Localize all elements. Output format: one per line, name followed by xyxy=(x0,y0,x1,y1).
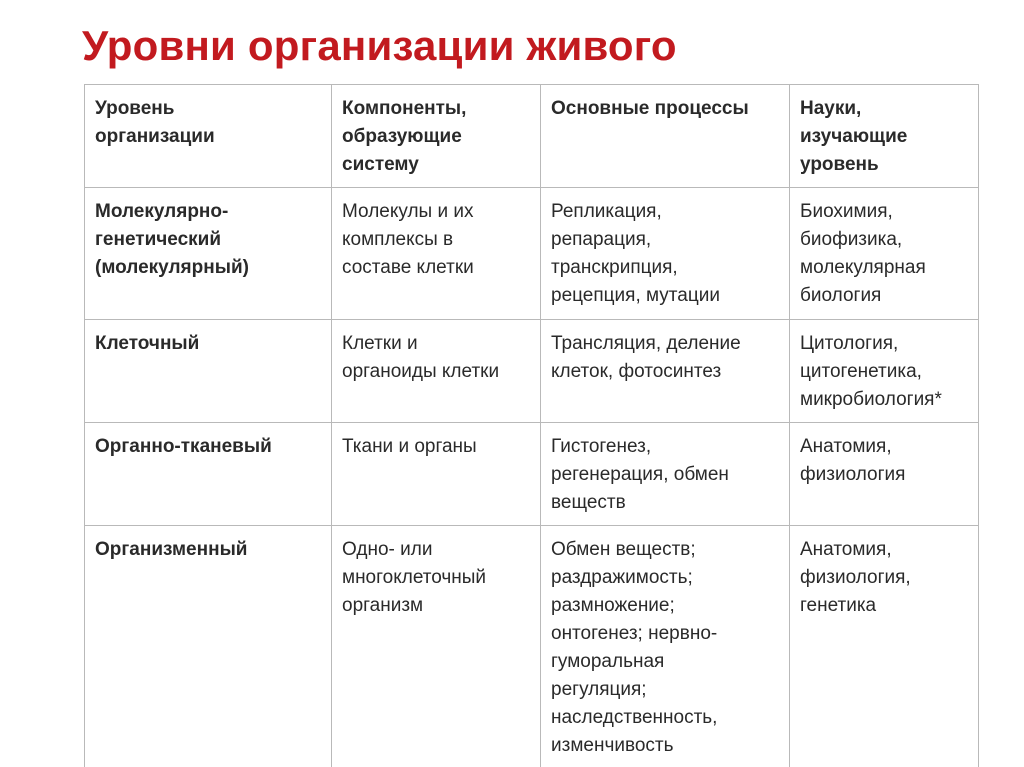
cell-sciences: Цитология, цитогенетика, микробиология* xyxy=(790,320,979,423)
levels-table xyxy=(84,84,979,767)
cell-sciences: Анатомия, физиология, генетика xyxy=(790,526,979,767)
table-row xyxy=(85,423,979,526)
cell-components: Молекулы и их комплексы в составе клетки xyxy=(332,188,541,320)
cell-level: Клеточный xyxy=(85,320,332,423)
cell-processes: Гистогенез, регенерация, обмен веществ xyxy=(541,423,790,526)
header-sciences: Науки, изучающие уровень xyxy=(790,85,979,188)
header-components: Компоненты, образующие систему xyxy=(332,85,541,188)
cell-processes: Трансляция, деление клеток, фотосинтез xyxy=(541,320,790,423)
cell-components: Одно- или многоклеточный организм xyxy=(332,526,541,767)
cell-components: Ткани и органы xyxy=(332,423,541,526)
cell-sciences: Биохимия, биофизика, молекулярная биология xyxy=(790,188,979,320)
cell-components: Клетки и органоиды клетки xyxy=(332,320,541,423)
cell-level: Молекулярно- генетический (молекулярный) xyxy=(85,188,332,320)
table-row xyxy=(85,526,979,767)
cell-sciences: Анатомия, физиология xyxy=(790,423,979,526)
table-row xyxy=(85,320,979,423)
header-processes: Основные процессы xyxy=(541,85,790,188)
cell-processes: Обмен веществ; раздражимость; размножение; онтогенез; нервно- гуморальная регуляция; наследственность, изменчивость xyxy=(541,526,790,767)
cell-processes: Репликация, репарация, транскрипция, рецепция, мутации xyxy=(541,188,790,320)
table-header-row xyxy=(85,85,979,188)
page-title: Уровни организации живого xyxy=(82,22,677,69)
cell-level: Организменный xyxy=(85,526,332,767)
header-level: Уровень организации xyxy=(85,85,332,188)
cell-level: Органно-тканевый xyxy=(85,423,332,526)
table-row xyxy=(85,188,979,320)
